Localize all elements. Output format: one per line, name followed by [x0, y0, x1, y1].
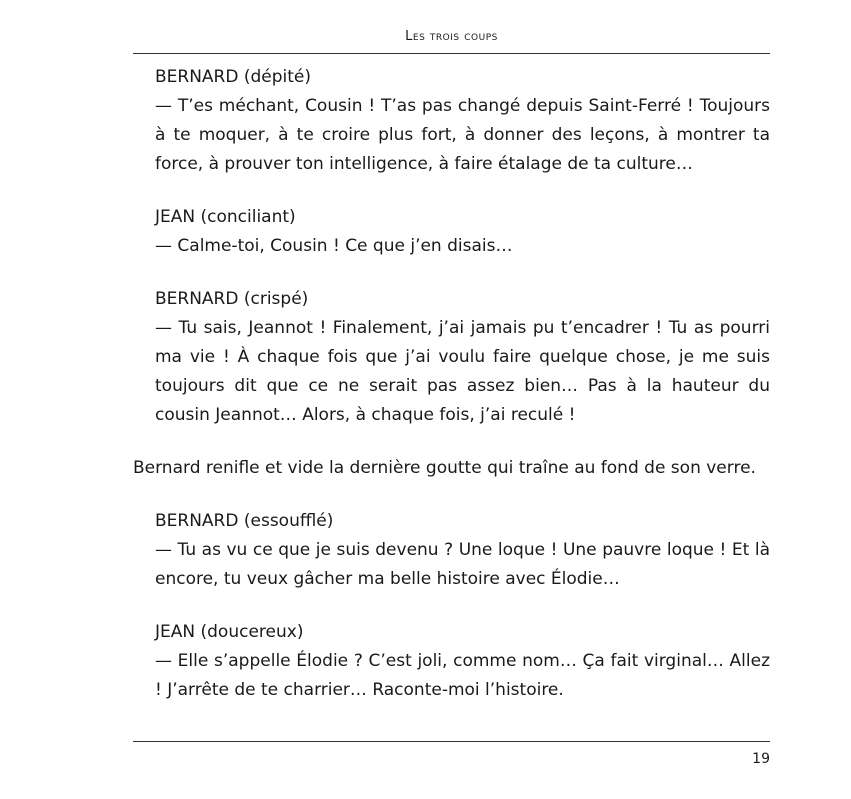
dialogue-line: — Calme-toi, Cousin ! Ce que j’en disais… [155, 236, 513, 256]
page-body [133, 63, 770, 729]
dialogue-line: — T’es méchant, Cousin ! T’as pas changé depuis Saint-Ferré ! Toujours à te moquer, à te croire plus fort, à donner des leçons, à montrer ta force, à prouver ton intelligence, à faire étalage de ta culture… [155, 96, 770, 174]
dialogue-line: — Elle s’appelle Élodie ? C’est joli, comme nom… Ça fait virginal… Allez ! J’arrête de te charrier… Raconte-moi l’histoire. [155, 651, 770, 700]
speaker-label: JEAN (doucereux) [155, 622, 304, 642]
running-head: Les trois coups [405, 29, 498, 44]
dialogue-block-jean-1 [133, 203, 770, 261]
speaker-label: BERNARD (crispé) [155, 289, 309, 309]
dialogue-block-jean-2 [133, 618, 770, 705]
page-number: 19 [752, 751, 770, 767]
speaker-label: BERNARD (essoufflé) [155, 511, 334, 531]
dialogue-line: — Tu as vu ce que je suis devenu ? Une loque ! Une pauvre loque ! Et là encore, tu veux gâcher ma belle histoire avec Élodie… [155, 540, 770, 589]
stage-direction-text: Bernard renifle et vide la dernière goutte qui traîne au fond de son verre. [133, 458, 756, 478]
speaker-label: BERNARD (dépité) [155, 67, 312, 87]
dialogue-line: — Tu sais, Jeannot ! Finalement, j’ai jamais pu t’encadrer ! Tu as pourri ma vie ! À chaque fois que j’ai voulu faire quelque chose, je me suis toujours dit que ce ne serait pas assez bien… Pas à la hauteur du cousin Jeannot… Alors, à chaque fois, j’ai reculé ! [155, 318, 770, 425]
dialogue-block-bernard-3 [133, 507, 770, 594]
dialogue-block-bernard-1 [133, 63, 770, 179]
dialogue-block-bernard-2 [133, 285, 770, 430]
stage-direction [133, 454, 770, 483]
header-rule [133, 53, 770, 54]
footer-rule [133, 741, 770, 742]
speaker-label: JEAN (conciliant) [155, 207, 296, 227]
